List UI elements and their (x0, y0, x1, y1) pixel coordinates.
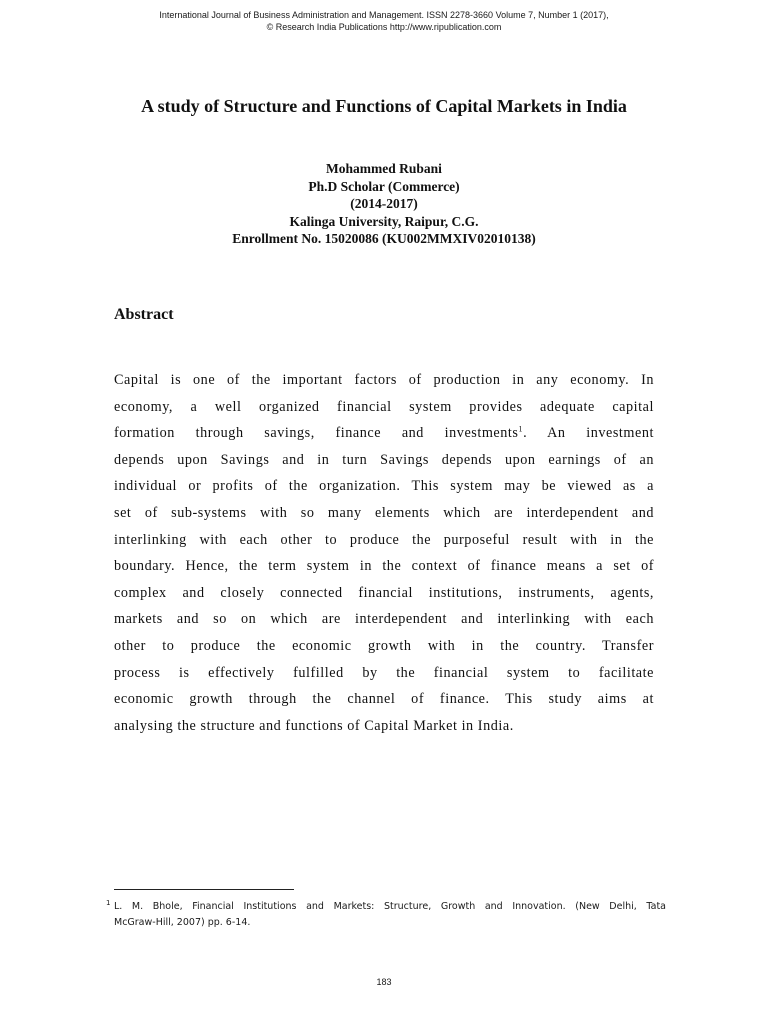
author-institution: Kalinga University, Raipur, C.G. (289, 213, 479, 229)
footnote-reference: 1 (518, 424, 524, 434)
author-name: Mohammed Rubani (326, 161, 442, 176)
author-enrollment: Enrollment No. 15020086 (KU002MMXIV02010138) (232, 231, 536, 246)
abstract-line: interlinking with each other to produce the purposeful result with in the (114, 531, 654, 548)
abstract-line: boundary. Hence, the term system in the context of finance means a set of (114, 558, 654, 575)
abstract-line: other to produce the economic growth with in the country. Transfer (114, 637, 654, 654)
abstract-line: depends upon Savings and in turn Savings depends upon earnings of an (114, 451, 654, 468)
footnote-divider (114, 889, 294, 890)
footnote (106, 899, 666, 931)
footnote-line-2: McGraw-Hill, 2007) pp. 6-14. (114, 917, 251, 928)
paper-title: A study of Structure and Functions of Capital Markets in India (141, 96, 627, 116)
abstract-line-text-tail: . An investment (523, 425, 654, 442)
author-period: (2014-2017) (350, 196, 418, 211)
abstract-line: economic growth through the channel of finance. This study aims at (114, 691, 654, 708)
abstract-line: markets and so on which are interdependent and interlinking with each (114, 611, 654, 628)
abstract-line: individual or profits of the organization. This system may be viewed as a (114, 478, 654, 495)
author-designation: Ph.D Scholar (Commerce) (308, 178, 460, 194)
author-block (110, 160, 658, 248)
abstract-heading: Abstract (114, 306, 174, 323)
running-head-line-1: International Journal of Business Administration and Management. ISSN 2278-3660 Volume 7, Number 1 (2017), (159, 10, 609, 20)
abstract-line: process is effectively fulfilled by the financial system to facilitate (114, 664, 654, 681)
footnote-mark: 1 (106, 899, 111, 907)
abstract-line-text: formation through savings, finance and investments (114, 425, 519, 442)
abstract-body (114, 367, 654, 739)
abstract-line: Capital is one of the important factors of production in any economy. In (114, 372, 654, 388)
abstract-line: economy, a well organized financial system provides adequate capital (114, 398, 654, 415)
abstract-line (114, 420, 654, 447)
abstract-line: analysing the structure and functions of Capital Market in India. (114, 717, 514, 734)
footnote-line-1: L. M. Bhole, Financial Institutions and Markets: Structure, Growth and Innovation. (New Delhi, Tata (114, 901, 666, 912)
abstract-line: set of sub-systems with so many elements which are interdependent and (114, 504, 654, 521)
abstract-line: complex and closely connected financial institutions, instruments, agents, (114, 584, 654, 601)
running-head (0, 9, 768, 33)
page-number: 183 (376, 977, 392, 987)
running-head-line-2: © Research India Publications http://www.ripublication.com (266, 22, 502, 32)
